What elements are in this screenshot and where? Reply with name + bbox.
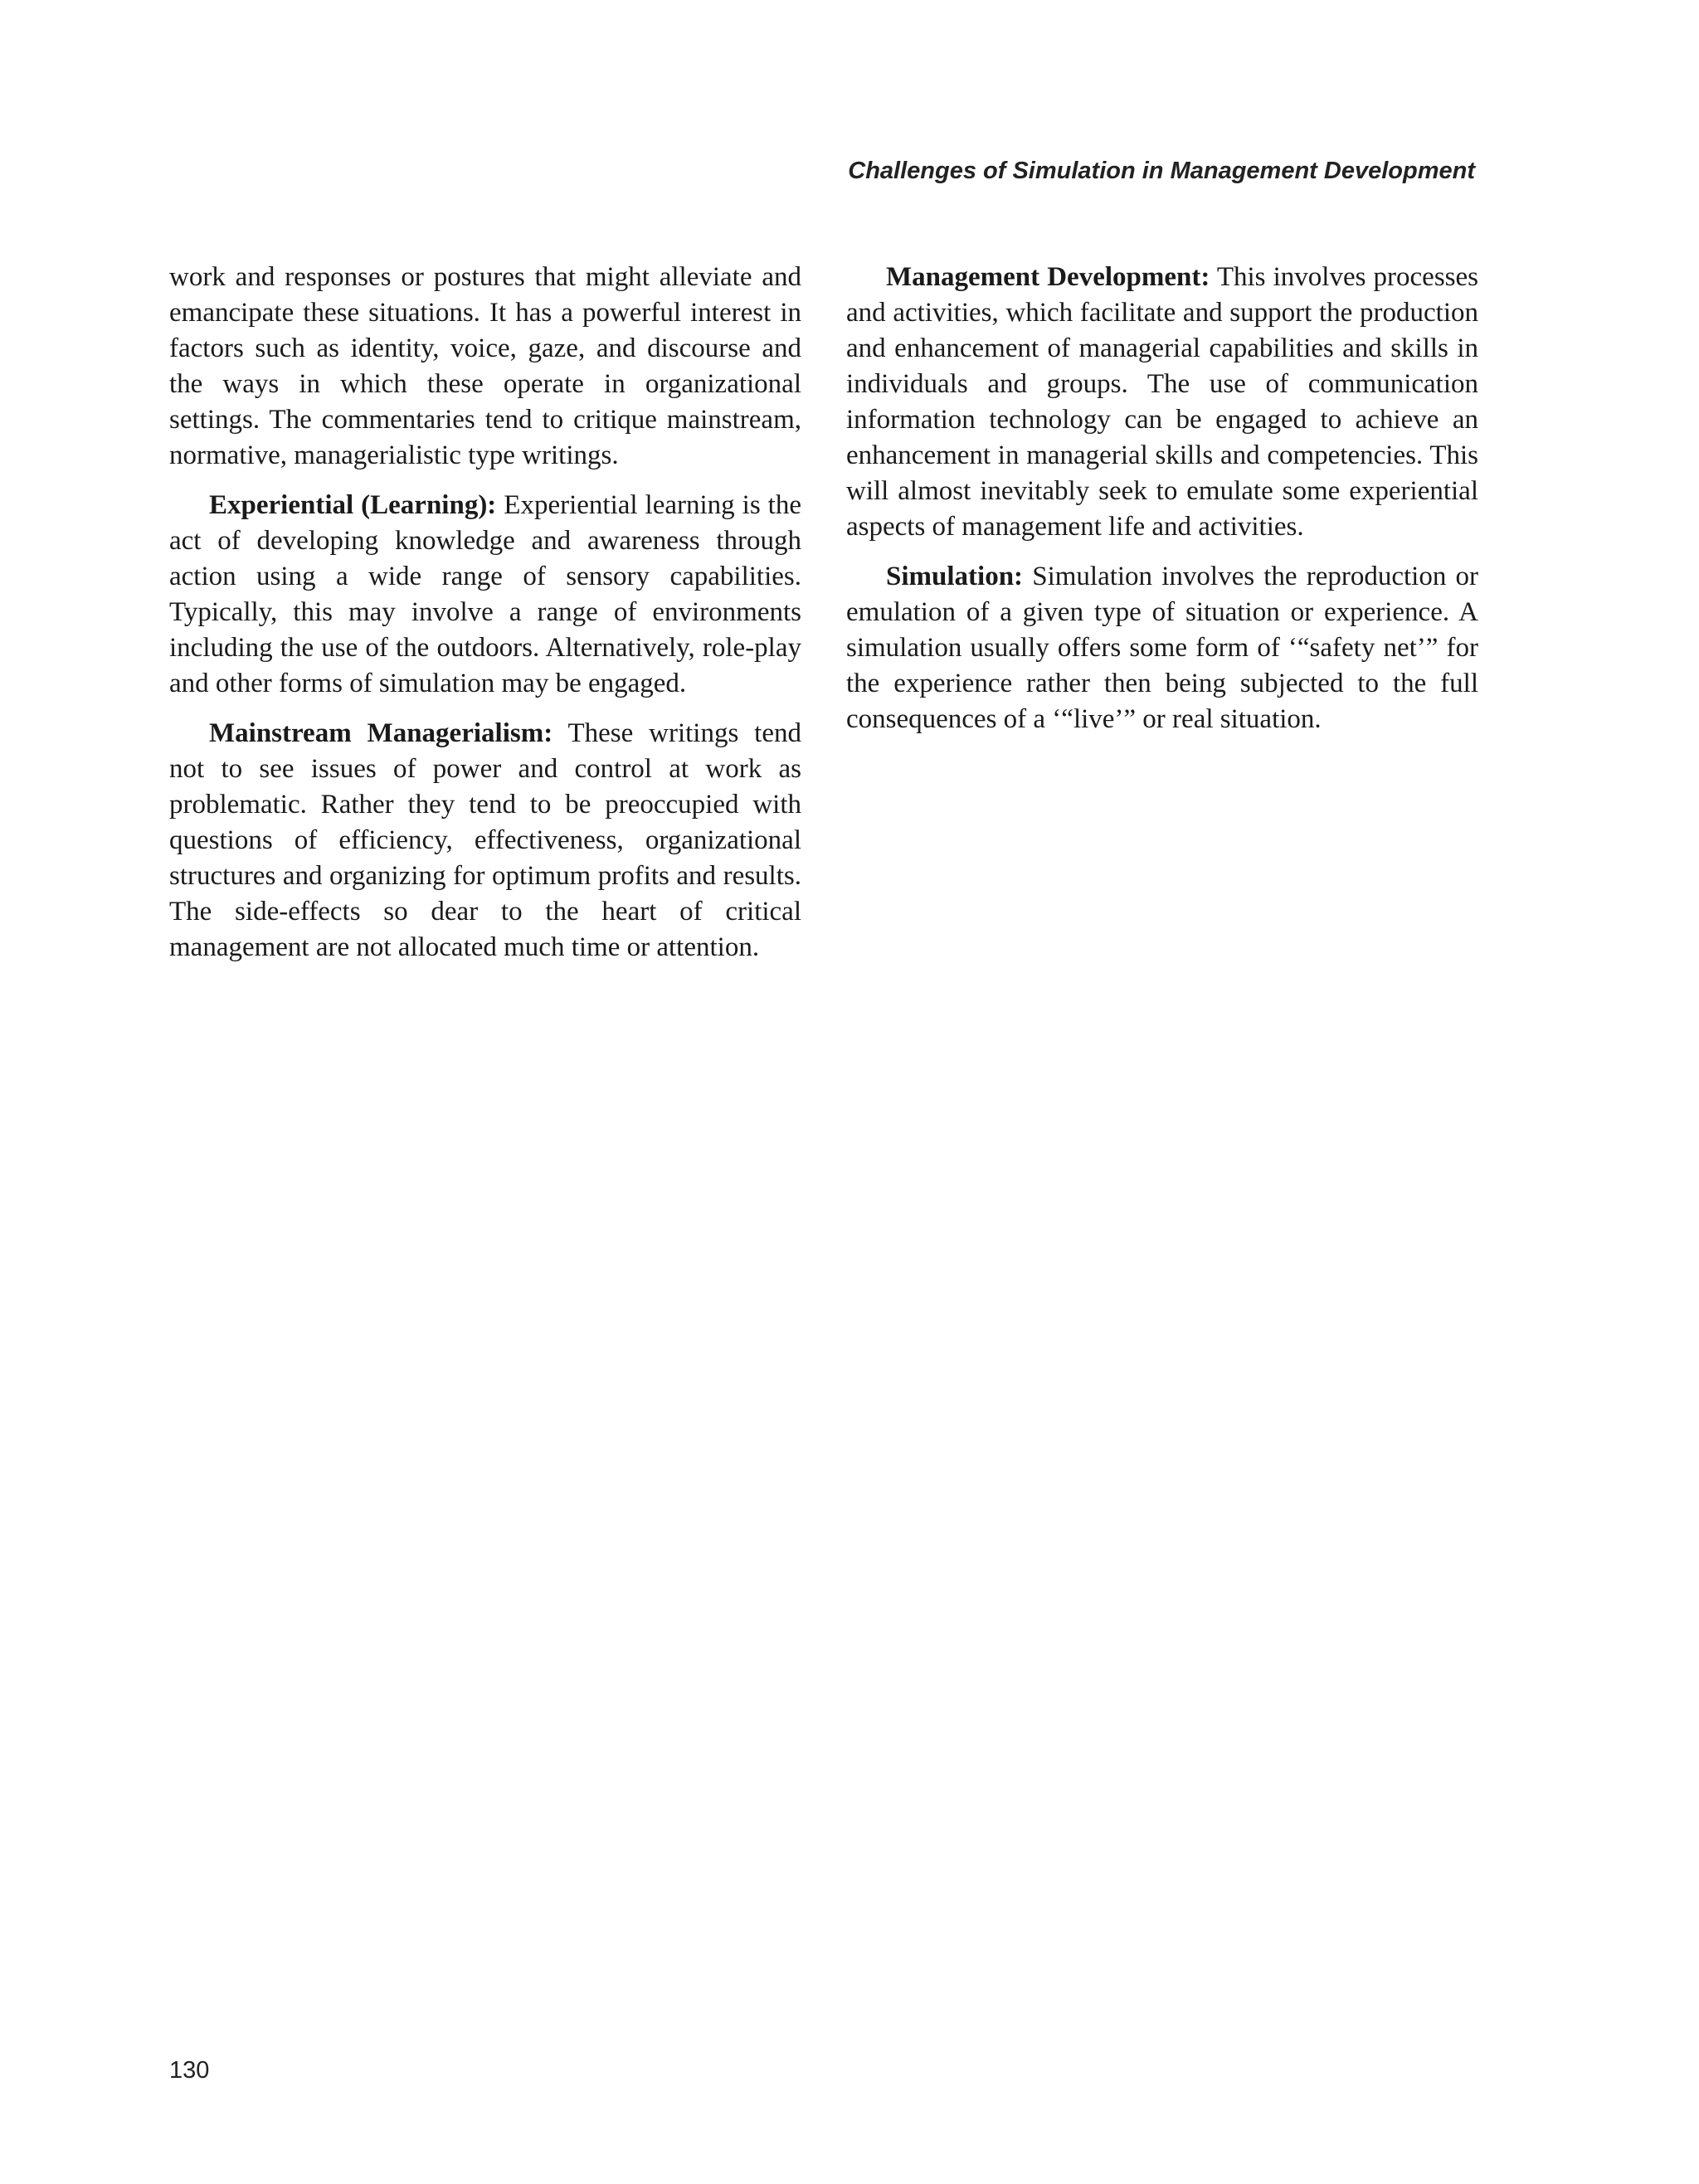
definition-text: Simulation involves the reproduction or emulation of a given type of situation or experience. A simulation usually offers some form of ‘“safety net’” for the experience rather then being subjected to the full consequences of a ‘“live’” or real situation.	[846, 562, 1478, 734]
page-number: 130	[169, 2057, 210, 2084]
definition-text: Experiential learning is the act of developing knowledge and awareness through action using a wide range of sensory capabilities. Typically, this may involve a range of environments including the use of the outdoors. Alternatively, role-play and other forms of simulation may be engaged.	[169, 490, 801, 698]
paragraph-continuation	[169, 260, 801, 474]
right-column	[846, 260, 1478, 752]
definition-text: These writings tend not to see issues of power and control at work as problematic. Rather they tend to be preoccupied with questions of efficiency, effectiveness, organizational structures and organizing for optimum profits and results. The side-effects so dear to the heart of critical management are not allocated much time or attention.	[169, 718, 801, 962]
definition-text: This involves processes and activities, which facilitate and support the production and enhancement of managerial capabilities and skills in individuals and groups. The use of communication information technology can be engaged to achieve an enhancement in managerial skills and competencies. This will almost inevitably seek to emulate some experiential aspects of management life and activities.	[846, 262, 1478, 542]
definition-management-development	[846, 260, 1478, 545]
definition-simulation	[846, 559, 1478, 737]
term-label: Experiential (Learning):	[209, 490, 497, 520]
left-column	[169, 260, 801, 980]
definition-experiential-learning	[169, 488, 801, 702]
definition-mainstream-managerialism	[169, 716, 801, 966]
term-label: Management Development:	[886, 262, 1210, 292]
term-label: Simulation:	[886, 562, 1024, 591]
paragraph-text: work and responses or postures that might alleviate and emancipate these situations. It has a powerful interest in factors such as identity, voice, gaze, and discourse and the ways in which these operate in organizational settings. The commentaries tend to critique mainstream, normative, managerialistic type writings.	[169, 262, 801, 470]
term-label: Mainstream Managerialism:	[209, 718, 553, 748]
running-head-title: Challenges of Simulation in Management Development	[848, 158, 1475, 184]
